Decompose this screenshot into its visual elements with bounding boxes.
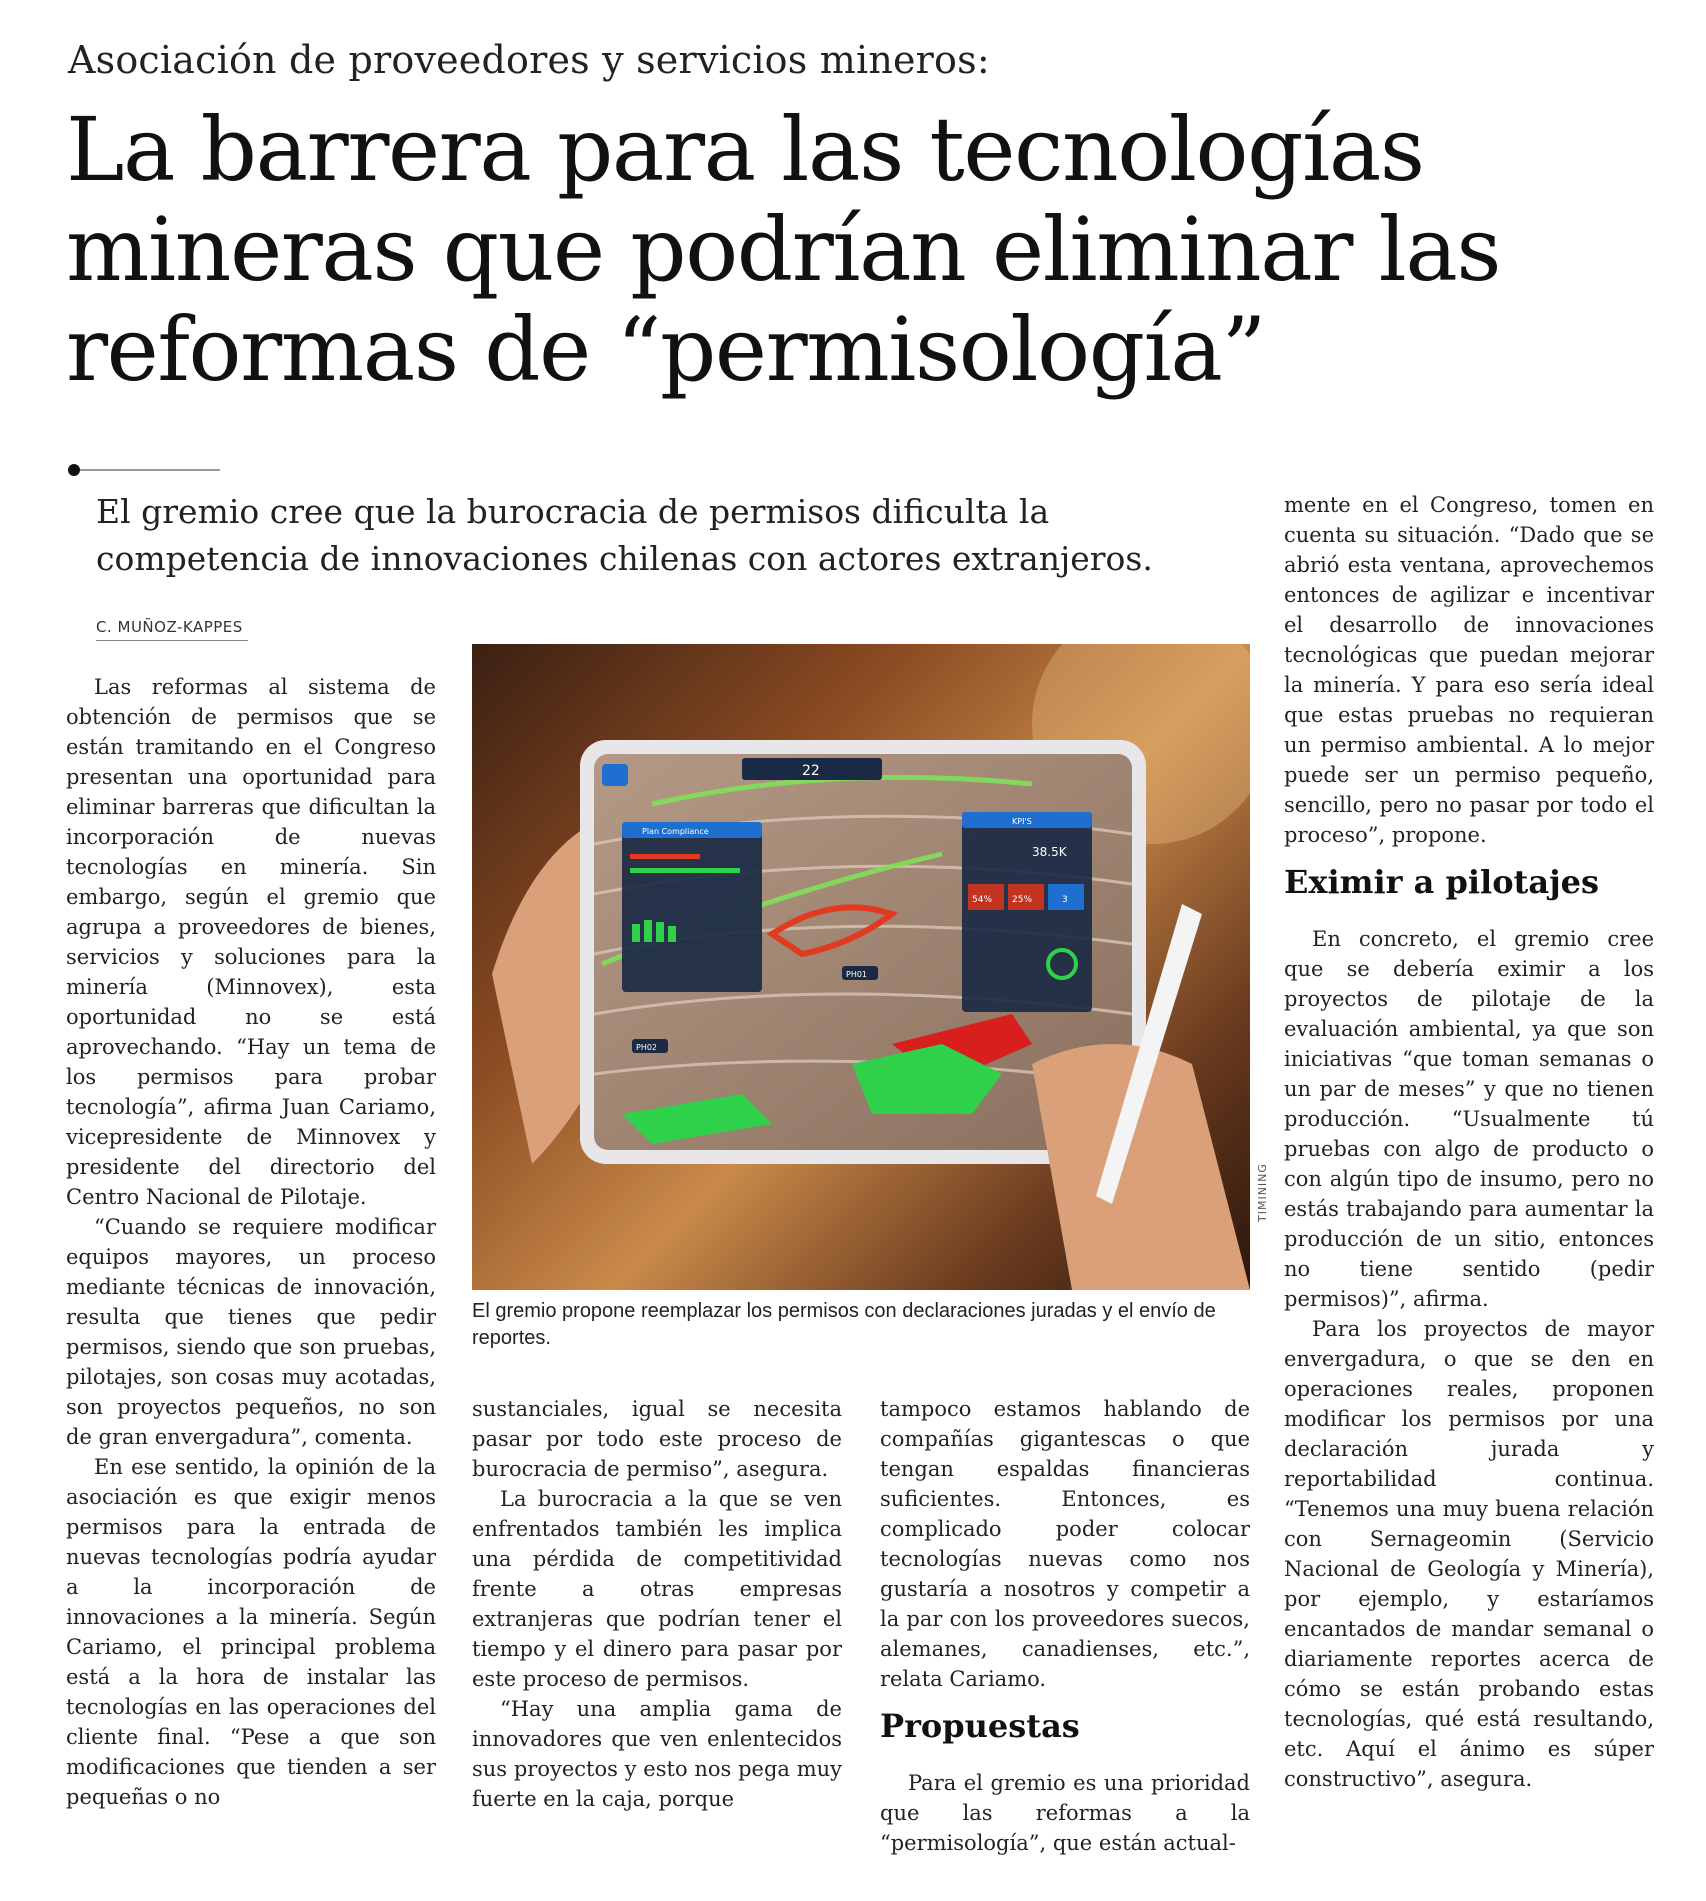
photo-credit: TIMINING xyxy=(1256,1163,1269,1222)
kicker: Asociación de proveedores y servicios mineros: xyxy=(68,38,990,82)
paragraph: En concreto, el gremio cree que se debería eximir a los proyectos de pilotaje de la evaluación ambiental, ya que son iniciativas “que toman semanas o un par de meses” y que no tienen producción. “Usualmente tú pruebas con algo de producto o con algún tipo de insumo, pero no estás trabajando para aumentar la producción de un sitio, entonces no tiene sentido (pedir permisos)”, afirma. xyxy=(1284,927,1654,1311)
left-panel-title: Plan Compliance xyxy=(642,827,709,836)
paragraph: Para los proyectos de mayor envergadura, o que se den en operaciones reales, proponen modificar los permisos por una declaración jurada y reportabilidad continua. “Tenemos una muy buena relación con Sernageomin (Servicio Nacional de Geología y Minería), por ejemplo, y estaríamos encantados de mandar semanal o diariamente reportes acerca de cómo se están probando estas tecnologías, qué está resultando, etc. Aquí el ánimo es súper constructivo”, asegura. xyxy=(1284,1317,1654,1791)
paragraph: mente en el Congreso, tomen en cuenta su situación. “Dado que se abrió esta ventana, aprovechemos entonces de agilizar e incentivar el desarrollo de innovaciones tecnológicas que puedan mejorar la minería. Y para eso sería ideal que estas pruebas no requieran un permiso ambiental. A lo mejor puede ser un permiso pequeño, sencillo, pero no pasar por todo el proceso”, propone. xyxy=(1284,493,1654,847)
column-2 xyxy=(472,1394,842,1814)
bar-green xyxy=(630,868,740,873)
paragraph: Las reformas al sistema de obtención de permisos que se están tramitando en el Congreso presentan una oportunidad para eliminar barreras que dificultan la incorporación de nuevas tecnologías en minería. Sin embargo, según el gremio que agrupa a proveedores de bienes, servicios y soluciones para la minería (Minnovex), esta oportunidad no se está aprovechando. “Hay un tema de los permisos para probar tecnología”, afirma Juan Cariamo, vicepresidente de Minnovex y presidente del directorio del Centro Nacional de Pilotaje. xyxy=(66,675,436,1209)
top-time: 22 xyxy=(802,763,820,779)
kpi-a: 54% xyxy=(972,895,993,905)
kpi-b: 25% xyxy=(1012,895,1033,905)
paragraph: La burocracia a la que se ven enfrentados también les implica una pérdida de competitividad frente a otras empresas extranjeras que podrían tener el tiempo y el dinero para pasar por este proceso de permisos. xyxy=(472,1487,842,1691)
subheading-propuestas: Propuestas xyxy=(880,1707,1080,1745)
rule-line xyxy=(80,469,220,471)
right-panel xyxy=(962,812,1092,1012)
paragraph: “Hay una amplia gama de innovadores que ven enlentecidos sus proyectos y esto nos pega muy fuerte en la caja, porque xyxy=(472,1697,842,1811)
headline: La barrera para las tecnologías mineras que podrían eliminar las reformas de “permisología” xyxy=(66,98,1501,401)
tag-2: PH02 xyxy=(636,1043,658,1052)
byline-rule xyxy=(96,640,248,641)
right-panel-title: KPI'S xyxy=(1012,817,1032,826)
article-photo xyxy=(472,644,1250,1290)
paragraph: tampoco estamos hablando de compañías gigantescas o que tengan espaldas financieras suficientes. Entonces, es complicado poder colocar tecnologías nuevas como nos gustaría a nosotros y competir a la par con los proveedores suecos, alemanes, canadienses, etc.”, relata Cariamo. xyxy=(880,1397,1250,1691)
bar-red xyxy=(630,854,700,859)
photo-caption: El gremio propone reemplazar los permisos con declaraciones juradas y el envío de reportes. xyxy=(472,1300,1216,1349)
tablet-illustration xyxy=(472,644,1250,1290)
column-1 xyxy=(66,672,436,1812)
byline: C. MUÑOZ-KAPPES xyxy=(96,618,243,636)
menu-icon xyxy=(602,764,628,786)
paragraph: Para el gremio es una prioridad que las reformas a la “permisología”, que están actual- xyxy=(880,1771,1250,1855)
column-4 xyxy=(1284,490,1654,1794)
paragraph: En ese sentido, la opinión de la asociación es que exigir menos permisos para la entrada de nuevas tecnologías podría ayudar a la incorporación de innovaciones a la minería. Según Cariamo, el principal problema está a la hora de instalar las tecnologías en las operaciones del cliente final. “Pese a que son modificaciones que tienden a ser pequeñas o no xyxy=(66,1455,436,1809)
kpi-value: 38.5K xyxy=(1032,845,1067,859)
column-3 xyxy=(880,1394,1250,1858)
tag-1: PH01 xyxy=(846,970,868,979)
paragraph: sustanciales, igual se necesita pasar por todo este proceso de burocracia de permiso”, asegura. xyxy=(472,1397,842,1481)
paragraph: “Cuando se requiere modificar equipos mayores, un proceso mediante técnicas de innovación, resulta que tienes que pedir permisos, siendo que son pruebas, pilotajes, son cosas muy acotadas, son proyectos pequeños, no son de gran envergadura”, comenta. xyxy=(66,1215,436,1449)
subheading-eximir: Eximir a pilotajes xyxy=(1284,863,1600,901)
deck: El gremio cree que la burocracia de permisos dificulta la competencia de innovaciones chilenas con actores extranjeros. xyxy=(96,492,1153,578)
kpi-c: 3 xyxy=(1062,895,1068,905)
left-panel xyxy=(622,822,762,992)
rule-dot xyxy=(68,464,80,476)
